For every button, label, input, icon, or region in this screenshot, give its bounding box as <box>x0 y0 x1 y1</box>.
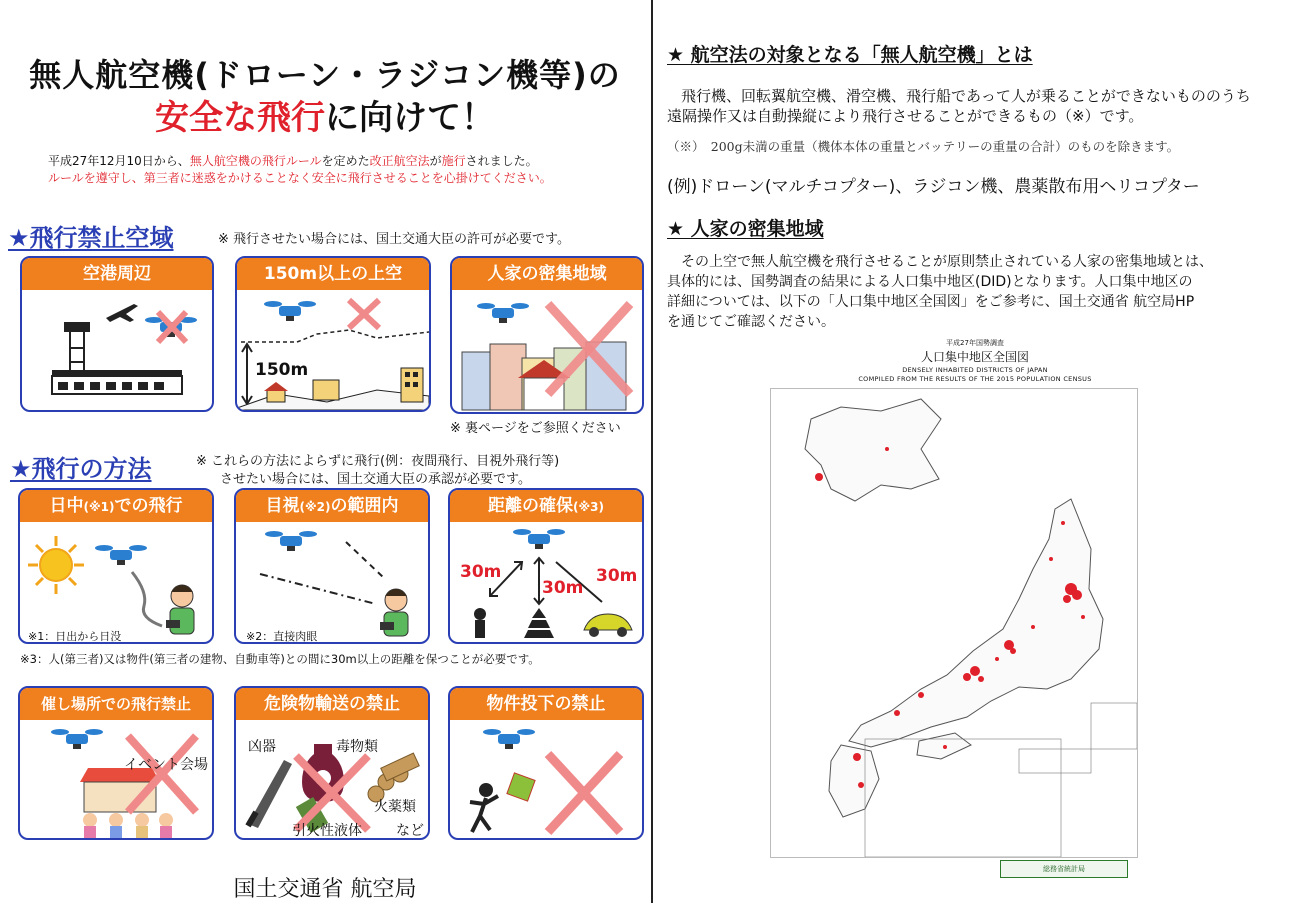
card-title: 物件投下の禁止 <box>450 688 642 720</box>
hazmat-poison-label: 毒物類 <box>336 739 378 755</box>
intro-red-law: 改正航空法 <box>369 154 430 168</box>
dense-area-line3: 詳細については、以下の「人口集中地区全国図」をご参考に、国土交通省 航空局HP <box>667 294 1195 310</box>
back-page-note: ※ 裏ページをご参照ください <box>450 421 621 436</box>
dense-area-line2: 具体的には、国勢調査の結果による人口集中地区(DID)となります。人口集中地区の <box>667 274 1193 290</box>
card-title: 催し場所での飛行禁止 <box>20 688 212 720</box>
section-flight-method-note1: ※ これらの方法によらずに飛行(例：夜間飛行、目視外飛行等) <box>196 454 560 469</box>
distance-footnote: ※3：人(第三者)又は物件(第三者の建物、自動車等)との間に30m以上の距離を保つことが必要です。 <box>20 652 540 666</box>
card-hazmat-prohibit <box>234 686 430 840</box>
card-title-mark: (※2) <box>299 500 331 514</box>
card-title: 人家の密集地域 <box>452 258 642 290</box>
card-airport <box>20 256 214 412</box>
card-title <box>20 490 212 522</box>
hazmat-etc-label: など <box>396 823 424 839</box>
card-title-mark: (※1) <box>83 500 115 514</box>
did-map <box>770 388 1138 858</box>
right-flyer <box>655 0 1295 903</box>
card-title-text: 目視 <box>265 496 300 516</box>
card-title-text: 日中 <box>49 496 84 516</box>
card-title <box>236 490 428 522</box>
section-flight-method-note2: させたい場合には、国土交通大臣の承認が必要です。 <box>220 472 531 487</box>
card-illustration <box>452 290 642 412</box>
page-title-line2 <box>0 90 650 139</box>
drop-illustration <box>450 720 642 840</box>
card-illustration <box>22 290 212 410</box>
distance-label-right: 30m <box>596 566 638 586</box>
map-publisher-stamp: 総務省統計局 <box>1000 860 1128 878</box>
card-title: 危険物輸送の禁止 <box>236 688 428 720</box>
card-altitude <box>235 256 431 412</box>
intro-line2: ルールを遵守し、第三者に迷惑をかけることなく安全に飛行させることを心掛けてください。 <box>48 171 552 185</box>
card-visual-range <box>234 488 430 644</box>
airport-illustration <box>22 290 212 410</box>
intro-text: を定めた <box>321 154 370 168</box>
card-illustration <box>20 720 212 838</box>
card-illustration <box>237 290 429 410</box>
hazmat-explosive-label: 火薬類 <box>374 799 416 815</box>
intro-text: が <box>429 154 442 168</box>
section-no-fly-zone-heading: ★飛行禁止空域 <box>8 224 174 252</box>
dense-area-line1: その上空で無人航空機を飛行させることが原則禁止されている人家の密集地域とは、 <box>681 254 1213 270</box>
distance-label-center: 30m <box>542 578 584 598</box>
title-rest: に向けて！ <box>325 98 495 138</box>
card-title-text: の範囲内 <box>330 496 399 516</box>
footer-agency: 国土交通省 航空局 <box>233 877 417 902</box>
card-illustration <box>450 720 642 838</box>
daytime-caption: ※1：日出から日没 <box>28 630 122 643</box>
hazmat-weapon-label: 凶器 <box>248 739 276 755</box>
uav-definition-line2: 遠隔操作又は自動操縦により飛行させることができるもの（※）です。 <box>667 107 1144 125</box>
page-title-line1: 無人航空機(ドローン・ラジコン機等)の <box>29 56 621 94</box>
intro-line1 <box>48 152 538 169</box>
uav-weight-note: （※） 200g未満の重量（機体本体の重量とバッテリーの重量の合計）のものを除きます。 <box>667 139 1180 154</box>
uav-definition-heading: ★ 航空法の対象となる「無人航空機」とは <box>667 44 1033 66</box>
card-title-text: での飛行 <box>114 496 183 516</box>
distance-label-left: 30m <box>460 562 502 582</box>
visual-range-illustration <box>236 522 428 644</box>
card-dense-area <box>450 256 644 414</box>
intro-red-rule: 無人航空機の飛行ルール <box>189 154 322 168</box>
card-title: 空港周辺 <box>22 258 212 290</box>
intro-text: 平成27年12月10日から、 <box>48 154 190 168</box>
uav-definition-line1: 飛行機、回転翼航空機、滑空機、飛行船であって人が乗ることができないもののうち <box>681 87 1251 105</box>
card-distance <box>448 488 644 644</box>
dense-area-illustration <box>452 290 642 414</box>
section-no-fly-zone-note: ※ 飛行させたい場合には、国土交通大臣の許可が必要です。 <box>218 232 570 247</box>
uav-examples: (例)ドローン(マルチコプター)、ラジコン機、農薬散布用ヘリコプター <box>667 177 1200 197</box>
card-illustration <box>236 720 428 838</box>
event-illustration <box>20 720 212 840</box>
map-subtitle-en2: COMPILED FROM THE RESULTS OF THE 2015 POPULATION CENSUS <box>858 375 1092 383</box>
intro-text: されました。 <box>465 154 538 168</box>
card-event-prohibit <box>18 686 214 840</box>
hazmat-flammable-label: 引火性液体 <box>292 823 362 839</box>
japan-map-illustration <box>771 389 1137 857</box>
map-subtitle-en: DENSELY INHABITED DISTRICTS OF JAPAN <box>902 366 1048 374</box>
title-highlight: 安全な飛行 <box>155 98 325 138</box>
map-title: 人口集中地区全国図 <box>920 350 1029 364</box>
dense-area-heading: ★ 人家の密集地域 <box>667 218 824 240</box>
card-title-mark: (※3) <box>573 500 604 514</box>
altitude-label: 150m <box>255 360 309 380</box>
dense-area-line4: を通じてご確認ください。 <box>667 314 835 330</box>
card-drop-prohibit <box>448 686 644 840</box>
daytime-illustration <box>20 522 212 644</box>
page-divider <box>651 0 653 903</box>
card-illustration <box>236 522 428 642</box>
intro-red-enforced: 施行 <box>441 154 466 168</box>
card-title: 150m以上の上空 <box>237 258 429 290</box>
card-title-text: 距離の確保 <box>488 496 573 516</box>
altitude-illustration <box>237 290 429 410</box>
event-venue-label: イベント会場 <box>124 757 208 773</box>
map-title-small: 平成27年国勢調査 <box>946 339 1004 347</box>
card-title <box>450 490 642 522</box>
card-daytime <box>18 488 214 644</box>
section-flight-method-heading: ★飛行の方法 <box>10 455 152 483</box>
card-illustration <box>450 522 642 642</box>
card-illustration <box>20 522 212 642</box>
visual-range-caption: ※2：直接肉眼 <box>246 630 318 643</box>
